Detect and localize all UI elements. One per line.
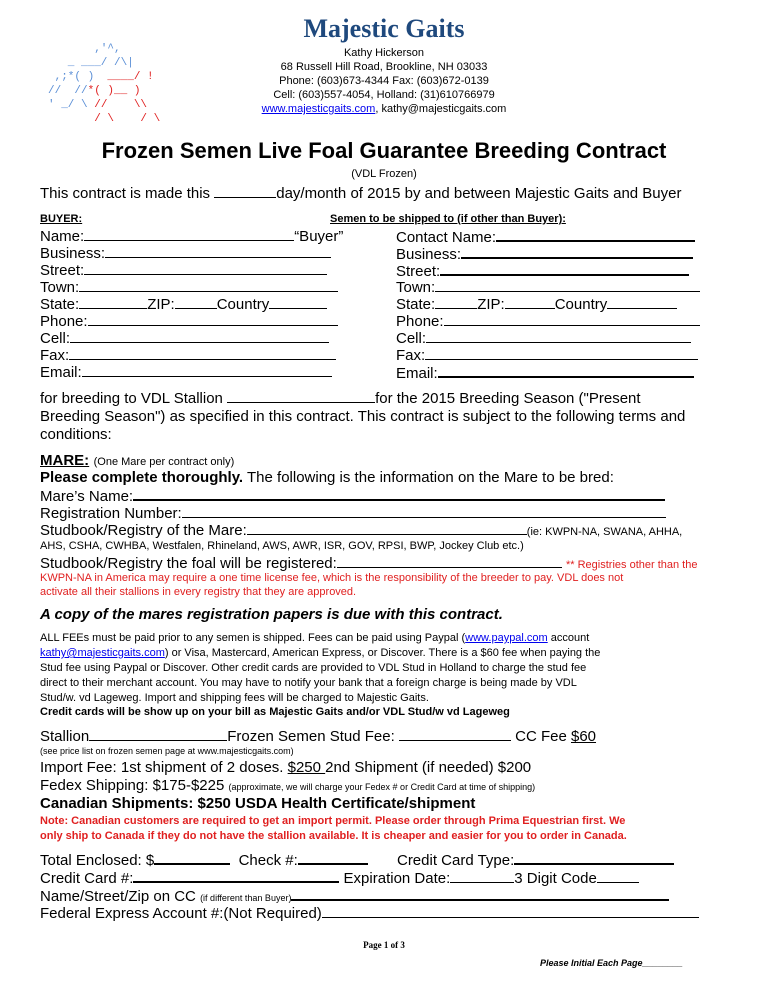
field-label: Email:: [396, 365, 438, 382]
breeding-line3: conditions:: [40, 426, 112, 443]
code-field[interactable]: [597, 870, 639, 883]
page-number: Page 1 of 3: [363, 940, 405, 950]
field-label: Phone:: [40, 313, 88, 330]
total-field[interactable]: [154, 851, 230, 865]
phone: Phone: (603)673-4344 Fax: (603)672-0139: [279, 75, 489, 87]
t: Check #:: [238, 852, 298, 869]
buyer-row: [40, 347, 336, 364]
field-label: ZIP:: [477, 296, 505, 313]
label: Studbook/Registry the foal will be registered:: [40, 555, 337, 572]
breeding-text: for the 2015 Breeding Season ("Present: [375, 390, 641, 407]
cc-number-field[interactable]: [133, 869, 339, 883]
field-label: Phone:: [396, 313, 444, 330]
field-label: Contact Name:: [396, 229, 497, 246]
red-note2: KWPN-NA in America may require a one time license fee, which is the responsibility of the breeder to pay. VDL does not: [40, 572, 624, 584]
buyer-row: [40, 364, 332, 381]
fees-p4: direct to their merchant account. You may have to notify your bank that a foreign charge is being made by VDL: [40, 677, 577, 689]
zip-field[interactable]: [175, 296, 217, 309]
intro-a: This contract is made this: [40, 185, 211, 202]
ship-row: [396, 228, 695, 246]
cc-row: [40, 869, 639, 887]
foal-row: [40, 555, 697, 572]
t: Frozen Semen Stud Fee:: [227, 728, 399, 745]
label: Studbook/Registry of the Mare:: [40, 522, 247, 539]
ship-row: [396, 245, 693, 263]
name-field[interactable]: [84, 228, 294, 241]
studbook-note2: AHS, CSHA, CWHBA, Westfalen, Rhineland, AWS, AWR, ISR, GOV, RPSI, BWP, Jockey Club etc.): [40, 540, 524, 552]
country-field[interactable]: [269, 296, 327, 309]
t: 3 Digit Code: [514, 870, 597, 887]
reg-number-field[interactable]: [182, 505, 666, 518]
canada-note2: only ship to Canada if they do not have the stallion available. It is cheaper and easier for you to order in Canada.: [40, 830, 627, 842]
stallion-field[interactable]: [227, 390, 375, 403]
studbook-note: (ie: KWPN-NA, SWANA, AHHA,: [526, 526, 683, 538]
stud-fee-field[interactable]: [399, 728, 511, 741]
country-field[interactable]: [607, 296, 677, 309]
buyer-row: [40, 245, 331, 262]
label: Mare’s Name:: [40, 488, 134, 505]
buyer-row: [40, 296, 327, 313]
breeding-line2: Breeding Season") as specified in this contract. This contract is subject to the following terms and: [40, 408, 686, 425]
field-label: Name:: [40, 228, 85, 245]
intro: [40, 185, 681, 202]
buyer-row: [40, 228, 343, 245]
cell: Cell: (603)557-4054, Holland: (31)610766979: [273, 89, 495, 101]
fees-p3: Stud fee using Paypal or Discover. Other credit cards are provided to VDL Stud in Holland to charge the stud fee: [40, 662, 587, 674]
mare-name-field[interactable]: [133, 487, 665, 501]
t: ALL FEEs must be paid prior to any semen is shipped. Fees can be paid using Paypal (: [40, 632, 466, 644]
email-text: , kathy@majesticgaits.com: [375, 103, 507, 115]
street-field[interactable]: [440, 262, 689, 276]
fax-field[interactable]: [69, 347, 336, 360]
fees-p1: [40, 632, 589, 644]
state-field[interactable]: [435, 296, 477, 309]
field-label: Fax:: [396, 347, 426, 364]
field-label: Country: [216, 296, 270, 313]
intro-b: day/month of 2015 by and between Majestic Gaits and Buyer: [276, 185, 682, 202]
foal-registry-field[interactable]: [337, 555, 562, 568]
ship-heading: Semen to be shipped to (if other than Buyer):: [330, 213, 566, 225]
complete-line: [40, 469, 614, 486]
paypal-link[interactable]: www.paypal.com: [465, 632, 548, 644]
red-note3: activate all their stallions in every registry that they are approved.: [40, 586, 357, 598]
canada-note1: Note: Canadian customers are required to get an import permit. Please order through Prima Equestrian first. We: [40, 815, 626, 827]
ship-row: [396, 279, 700, 296]
mare-note: (One Mare per contract only): [93, 456, 235, 468]
email-field[interactable]: [82, 364, 333, 377]
contact-name: Kathy Hickerson: [343, 47, 425, 59]
name-cc-field[interactable]: [291, 887, 669, 901]
field-label: ZIP:: [147, 296, 175, 313]
t: CC Fee: [510, 728, 571, 745]
field-label: Street:: [396, 263, 441, 280]
street-field[interactable]: [84, 262, 327, 275]
breeding-text: for breeding to VDL Stallion: [40, 390, 223, 407]
zip-field[interactable]: [505, 296, 555, 309]
stallion-row: [40, 728, 596, 745]
ship-row: [396, 313, 700, 330]
email-field[interactable]: [438, 364, 695, 378]
company-name: Majestic Gaits: [303, 14, 465, 43]
field-label: Town:: [396, 279, 436, 296]
field-label: Email:: [40, 364, 82, 381]
buyer-heading: BUYER:: [40, 213, 83, 225]
field-label: Street:: [40, 262, 85, 279]
page-title: Frozen Semen Live Foal Guarantee Breeding Contract: [101, 138, 667, 163]
field-label: Business:: [40, 245, 106, 262]
ship-row: [396, 364, 694, 382]
email-link[interactable]: kathy@majesticgaits.com: [40, 647, 165, 659]
t: Stallion: [40, 728, 90, 745]
initial-note: Please Initial Each Page________: [540, 958, 683, 968]
t: Federal Express Account #:(Not Required): [40, 905, 322, 922]
fees-p6: Credit cards will be show up on your bill as Majestic Gaits and/or VDL Stud/w vd Lageweg: [40, 706, 510, 718]
website-link[interactable]: www.majesticgaits.com: [261, 103, 376, 115]
phone-field[interactable]: [88, 313, 339, 326]
t: Credit Card Type:: [396, 852, 515, 869]
mare-name-row: [40, 487, 665, 505]
business-field[interactable]: [105, 245, 331, 258]
t: Credit Card #:: [40, 870, 134, 887]
contactname-field[interactable]: [496, 228, 695, 242]
total-row: [40, 851, 674, 869]
cc-fee-amount: $60: [570, 728, 597, 745]
reg-row: [40, 505, 666, 522]
ship-row: [396, 347, 698, 364]
subtitle: (VDL Frozen): [351, 168, 417, 180]
field-label: State:: [40, 296, 80, 313]
t: Import Fee: 1st shipment of 2 doses.: [40, 759, 288, 776]
buyer-row: [40, 330, 329, 347]
cell-field[interactable]: [426, 330, 691, 343]
fees-p5: Stud/w. vd Lageweg. Import and shipping fees will be charged to Majestic Gaits.: [40, 692, 429, 704]
check-field[interactable]: [298, 851, 368, 865]
field-label: “Buyer”: [294, 228, 344, 245]
buyer-row: [40, 262, 327, 279]
buyer-row: [40, 313, 338, 330]
fedex-acct-field[interactable]: [322, 905, 699, 918]
t: Fedex Shipping: $175-$225: [40, 777, 229, 794]
cell-field[interactable]: [70, 330, 329, 343]
fedex-acct-row: [40, 905, 699, 922]
town-field[interactable]: [79, 279, 338, 292]
cc-type-field[interactable]: [514, 851, 674, 865]
web-email: [0, 103, 768, 115]
name-cc-row: [40, 887, 669, 905]
studbook-field[interactable]: [247, 522, 527, 535]
stallion-name-field[interactable]: [89, 728, 227, 741]
price-note: (see price list on frozen semen page at www.majesticgaits.com): [40, 746, 294, 756]
ship-row: [396, 330, 691, 347]
fees-p2: [40, 647, 600, 659]
studbook-row: [40, 522, 682, 539]
mare-heading-line: [40, 452, 234, 470]
foal-note: ** Registries other than the: [566, 559, 698, 571]
t: 2nd Shipment (if needed) $200: [325, 759, 532, 776]
t: Total Enclosed: $: [40, 852, 155, 869]
fax-field[interactable]: [425, 347, 698, 360]
field-label: Cell:: [396, 330, 427, 347]
ship-row: [396, 296, 677, 313]
breeding-line1: [40, 390, 641, 407]
buyer-row: [40, 279, 338, 296]
t: ) or Visa, Mastercard, American Express, or Discover. There is a $60 fee when paying the: [164, 647, 601, 659]
business-field[interactable]: [461, 245, 693, 259]
complete-rest: The following is the information on the Mare to be bred:: [243, 469, 614, 486]
phone-field[interactable]: [444, 313, 701, 326]
t: Expiration Date:: [343, 870, 451, 887]
day-field[interactable]: [214, 185, 276, 198]
import-row: [40, 759, 531, 776]
field-label: Town:: [40, 279, 80, 296]
exp-field[interactable]: [450, 870, 514, 883]
ship-row: [396, 262, 689, 280]
mare-heading: MARE:: [40, 452, 90, 469]
t: (if different than Buyer): [200, 893, 292, 903]
field-label: State:: [396, 296, 436, 313]
fedex-note: (approximate, we will charge your Fedex # or Credit Card at time of shipping): [228, 782, 536, 792]
copy-notice: A copy of the mares registration papers is due with this contract.: [40, 606, 503, 623]
field-label: Business:: [396, 246, 462, 263]
t: account: [547, 632, 590, 644]
town-field[interactable]: [435, 279, 700, 292]
horse-logo-icon: ,'^, _ ___/ /\| ,;*( ) ____/ ! // //*( )__ ) ' _/ \ // \\ / \ / \: [48, 43, 161, 125]
complete-bold: Please complete thoroughly.: [40, 469, 244, 486]
import-amount: $250: [287, 759, 326, 776]
fedex-row: [40, 777, 535, 794]
label: Registration Number:: [40, 505, 182, 522]
canadian: Canadian Shipments: $250 USDA Health Certificate/shipment: [40, 795, 476, 812]
address: 68 Russell Hill Road, Brookline, NH 03033: [280, 61, 488, 73]
field-label: Fax:: [40, 347, 70, 364]
t: Name/Street/Zip on CC: [40, 888, 201, 905]
field-label: Cell:: [40, 330, 71, 347]
field-label: Country: [554, 296, 608, 313]
state-field[interactable]: [79, 296, 147, 309]
